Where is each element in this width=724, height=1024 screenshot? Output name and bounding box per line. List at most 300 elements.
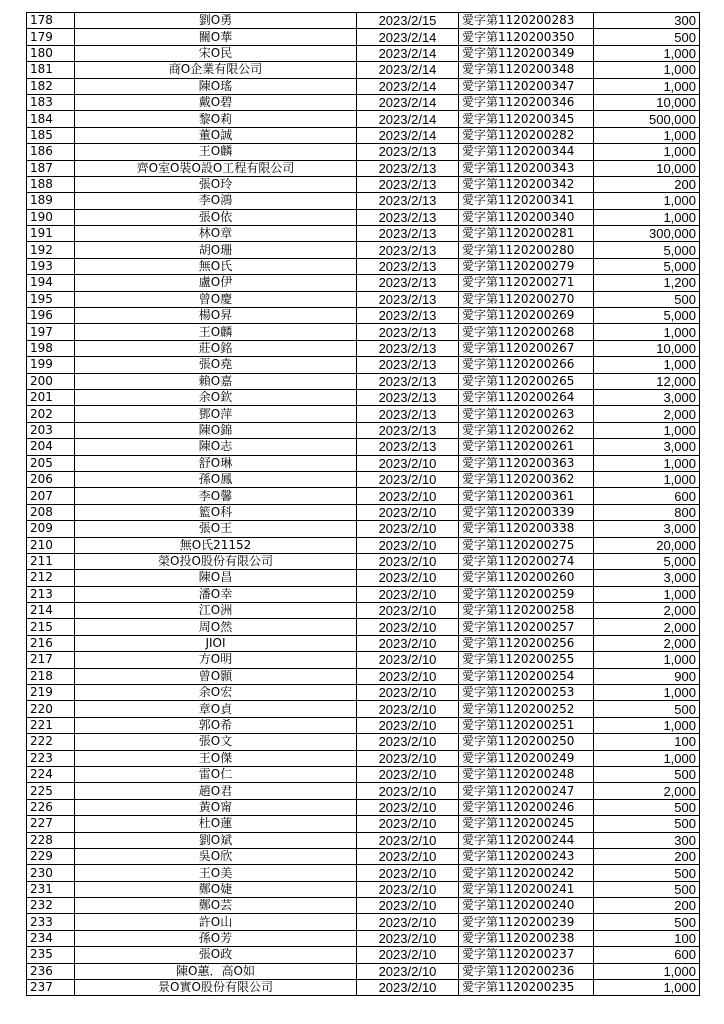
- receipt-number-cell: 愛字第1120200271: [459, 275, 594, 291]
- donor-name-cell: 郭O希: [75, 717, 357, 733]
- donation-date-cell: 2023/2/13: [357, 357, 459, 373]
- donor-name-cell: 余O欽: [75, 389, 357, 405]
- table-row: [27, 619, 700, 635]
- donor-name-cell: 吳O欣: [75, 848, 357, 864]
- row-number-cell: 205: [27, 455, 75, 471]
- table-row: [27, 848, 700, 864]
- donation-amount-cell: 5,000: [594, 242, 700, 258]
- receipt-number-cell: 愛字第1120200282: [459, 127, 594, 143]
- row-number-cell: 222: [27, 734, 75, 750]
- donor-name-cell: 楊O昇: [75, 308, 357, 324]
- donor-name-cell: 王O美: [75, 865, 357, 881]
- receipt-number-cell: 愛字第1120200347: [459, 78, 594, 94]
- donor-name-cell: 莊O銘: [75, 340, 357, 356]
- table-row: [27, 603, 700, 619]
- row-number-cell: 233: [27, 914, 75, 930]
- donor-name-cell: 劉O勇: [75, 13, 357, 29]
- row-number-cell: 180: [27, 45, 75, 61]
- donation-date-cell: 2023/2/10: [357, 471, 459, 487]
- donation-date-cell: 2023/2/13: [357, 209, 459, 225]
- table-row: [27, 94, 700, 110]
- row-number-cell: 221: [27, 717, 75, 733]
- row-number-cell: 191: [27, 226, 75, 242]
- receipt-number-cell: 愛字第1120200279: [459, 258, 594, 274]
- donor-name-cell: 趙O君: [75, 783, 357, 799]
- donor-name-cell: 劉O斌: [75, 832, 357, 848]
- donation-date-cell: 2023/2/10: [357, 832, 459, 848]
- row-number-cell: 178: [27, 13, 75, 29]
- table-row: [27, 881, 700, 897]
- row-number-cell: 185: [27, 127, 75, 143]
- donation-amount-cell: 1,000: [594, 963, 700, 979]
- receipt-number-cell: 愛字第1120200264: [459, 389, 594, 405]
- table-row: [27, 144, 700, 160]
- donation-amount-cell: 500: [594, 914, 700, 930]
- donor-name-cell: 鄭O婕: [75, 881, 357, 897]
- receipt-number-cell: 愛字第1120200265: [459, 373, 594, 389]
- donation-date-cell: 2023/2/13: [357, 422, 459, 438]
- donation-amount-cell: 3,000: [594, 521, 700, 537]
- receipt-number-cell: 愛字第1120200342: [459, 176, 594, 192]
- donation-date-cell: 2023/2/10: [357, 635, 459, 651]
- receipt-number-cell: 愛字第1120200249: [459, 750, 594, 766]
- donation-amount-cell: 500: [594, 29, 700, 45]
- donor-name-cell: 黃O甯: [75, 799, 357, 815]
- receipt-number-cell: 愛字第1120200259: [459, 586, 594, 602]
- row-number-cell: 232: [27, 898, 75, 914]
- ledger-body: [27, 13, 700, 996]
- donation-date-cell: 2023/2/10: [357, 816, 459, 832]
- row-number-cell: 223: [27, 750, 75, 766]
- donor-name-cell: 周O然: [75, 619, 357, 635]
- donation-date-cell: 2023/2/13: [357, 144, 459, 160]
- donation-date-cell: 2023/2/10: [357, 766, 459, 782]
- donor-name-cell: 盧O伊: [75, 275, 357, 291]
- table-row: [27, 766, 700, 782]
- table-row: [27, 422, 700, 438]
- donation-amount-cell: 200: [594, 176, 700, 192]
- row-number-cell: 182: [27, 78, 75, 94]
- row-number-cell: 237: [27, 980, 75, 996]
- donor-name-cell: 王O麟: [75, 144, 357, 160]
- donation-date-cell: 2023/2/10: [357, 848, 459, 864]
- table-row: [27, 45, 700, 61]
- receipt-number-cell: 愛字第1120200269: [459, 308, 594, 324]
- donor-name-cell: 張O堯: [75, 357, 357, 373]
- donor-name-cell: 榮O投O股份有限公司: [75, 553, 357, 569]
- donation-date-cell: 2023/2/10: [357, 734, 459, 750]
- receipt-number-cell: 愛字第1120200244: [459, 832, 594, 848]
- row-number-cell: 235: [27, 947, 75, 963]
- table-row: [27, 652, 700, 668]
- receipt-number-cell: 愛字第1120200242: [459, 865, 594, 881]
- donation-date-cell: 2023/2/10: [357, 652, 459, 668]
- donor-name-cell: 方O明: [75, 652, 357, 668]
- donation-date-cell: 2023/2/10: [357, 553, 459, 569]
- row-number-cell: 212: [27, 570, 75, 586]
- donation-date-cell: 2023/2/13: [357, 176, 459, 192]
- receipt-number-cell: 愛字第1120200262: [459, 422, 594, 438]
- table-row: [27, 291, 700, 307]
- donation-date-cell: 2023/2/10: [357, 783, 459, 799]
- table-row: [27, 258, 700, 274]
- receipt-number-cell: 愛字第1120200280: [459, 242, 594, 258]
- table-row: [27, 471, 700, 487]
- donation-date-cell: 2023/2/10: [357, 701, 459, 717]
- donor-name-cell: 陳O志: [75, 439, 357, 455]
- donation-amount-cell: 3,000: [594, 389, 700, 405]
- table-row: [27, 635, 700, 651]
- receipt-number-cell: 愛字第1120200263: [459, 406, 594, 422]
- row-number-cell: 217: [27, 652, 75, 668]
- table-row: [27, 783, 700, 799]
- receipt-number-cell: 愛字第1120200281: [459, 226, 594, 242]
- donation-date-cell: 2023/2/13: [357, 275, 459, 291]
- table-row: [27, 668, 700, 684]
- row-number-cell: 207: [27, 488, 75, 504]
- row-number-cell: 184: [27, 111, 75, 127]
- donation-date-cell: 2023/2/13: [357, 439, 459, 455]
- donation-ledger-table: [26, 12, 700, 996]
- donor-name-cell: 杜O蓮: [75, 816, 357, 832]
- donation-date-cell: 2023/2/10: [357, 881, 459, 897]
- donation-amount-cell: 1,000: [594, 357, 700, 373]
- donation-date-cell: 2023/2/13: [357, 406, 459, 422]
- receipt-number-cell: 愛字第1120200245: [459, 816, 594, 832]
- donation-amount-cell: 100: [594, 930, 700, 946]
- table-row: [27, 750, 700, 766]
- receipt-number-cell: 愛字第1120200268: [459, 324, 594, 340]
- table-row: [27, 127, 700, 143]
- receipt-number-cell: 愛字第1120200344: [459, 144, 594, 160]
- row-number-cell: 206: [27, 471, 75, 487]
- donor-name-cell: 雷O仁: [75, 766, 357, 782]
- table-row: [27, 209, 700, 225]
- donation-date-cell: 2023/2/15: [357, 13, 459, 29]
- table-row: [27, 324, 700, 340]
- table-row: [27, 406, 700, 422]
- receipt-number-cell: 愛字第1120200267: [459, 340, 594, 356]
- donation-date-cell: 2023/2/10: [357, 586, 459, 602]
- donor-name-cell: 籃O科: [75, 504, 357, 520]
- donor-name-cell: 李O馨: [75, 488, 357, 504]
- receipt-number-cell: 愛字第1120200257: [459, 619, 594, 635]
- row-number-cell: 211: [27, 553, 75, 569]
- table-row: [27, 717, 700, 733]
- donation-amount-cell: 500: [594, 701, 700, 717]
- donation-date-cell: 2023/2/13: [357, 324, 459, 340]
- donation-date-cell: 2023/2/10: [357, 521, 459, 537]
- donor-name-cell: 章O貞: [75, 701, 357, 717]
- receipt-number-cell: 愛字第1120200247: [459, 783, 594, 799]
- receipt-number-cell: 愛字第1120200274: [459, 553, 594, 569]
- donor-name-cell: 孫O鳳: [75, 471, 357, 487]
- row-number-cell: 214: [27, 603, 75, 619]
- donor-name-cell: 王O麟: [75, 324, 357, 340]
- row-number-cell: 195: [27, 291, 75, 307]
- donor-name-cell: 張O依: [75, 209, 357, 225]
- table-row: [27, 553, 700, 569]
- donation-date-cell: 2023/2/13: [357, 373, 459, 389]
- donation-date-cell: 2023/2/10: [357, 570, 459, 586]
- donation-amount-cell: 1,000: [594, 586, 700, 602]
- row-number-cell: 209: [27, 521, 75, 537]
- row-number-cell: 229: [27, 848, 75, 864]
- donor-name-cell: 舒O琳: [75, 455, 357, 471]
- donation-date-cell: 2023/2/10: [357, 455, 459, 471]
- donor-name-cell: 陳O蕙．高O如: [75, 963, 357, 979]
- receipt-number-cell: 愛字第1120200258: [459, 603, 594, 619]
- donation-amount-cell: 3,000: [594, 570, 700, 586]
- table-row: [27, 898, 700, 914]
- donation-amount-cell: 2,000: [594, 783, 700, 799]
- receipt-number-cell: 愛字第1120200255: [459, 652, 594, 668]
- donor-name-cell: 陳O瑤: [75, 78, 357, 94]
- row-number-cell: 215: [27, 619, 75, 635]
- donor-name-cell: 無O氏21152: [75, 537, 357, 553]
- table-row: [27, 160, 700, 176]
- donation-date-cell: 2023/2/10: [357, 603, 459, 619]
- row-number-cell: 189: [27, 193, 75, 209]
- donor-name-cell: 齊O室O裝O設O工程有限公司: [75, 160, 357, 176]
- table-row: [27, 980, 700, 996]
- receipt-number-cell: 愛字第1120200343: [459, 160, 594, 176]
- donation-amount-cell: 200: [594, 848, 700, 864]
- donation-amount-cell: 100: [594, 734, 700, 750]
- donation-amount-cell: 2,000: [594, 635, 700, 651]
- table-row: [27, 865, 700, 881]
- donation-date-cell: 2023/2/14: [357, 78, 459, 94]
- donor-name-cell: 賴O嘉: [75, 373, 357, 389]
- row-number-cell: 188: [27, 176, 75, 192]
- receipt-number-cell: 愛字第1120200363: [459, 455, 594, 471]
- receipt-number-cell: 愛字第1120200283: [459, 13, 594, 29]
- donation-amount-cell: 1,000: [594, 62, 700, 78]
- table-row: [27, 963, 700, 979]
- donor-name-cell: 胡O珊: [75, 242, 357, 258]
- donation-date-cell: 2023/2/13: [357, 242, 459, 258]
- donation-amount-cell: 10,000: [594, 340, 700, 356]
- donor-name-cell: 關O華: [75, 29, 357, 45]
- table-row: [27, 701, 700, 717]
- donation-amount-cell: 1,000: [594, 717, 700, 733]
- receipt-number-cell: 愛字第1120200243: [459, 848, 594, 864]
- row-number-cell: 226: [27, 799, 75, 815]
- donor-name-cell: 林O章: [75, 226, 357, 242]
- receipt-number-cell: 愛字第1120200239: [459, 914, 594, 930]
- row-number-cell: 201: [27, 389, 75, 405]
- row-number-cell: 204: [27, 439, 75, 455]
- donation-date-cell: 2023/2/13: [357, 340, 459, 356]
- donation-amount-cell: 1,000: [594, 685, 700, 701]
- donor-name-cell: 黎O莉: [75, 111, 357, 127]
- donation-amount-cell: 3,000: [594, 439, 700, 455]
- row-number-cell: 196: [27, 308, 75, 324]
- receipt-number-cell: 愛字第1120200236: [459, 963, 594, 979]
- donation-date-cell: 2023/2/10: [357, 685, 459, 701]
- row-number-cell: 227: [27, 816, 75, 832]
- row-number-cell: 230: [27, 865, 75, 881]
- row-number-cell: 234: [27, 930, 75, 946]
- table-row: [27, 226, 700, 242]
- table-row: [27, 455, 700, 471]
- donor-name-cell: JIOI: [75, 635, 357, 651]
- donation-amount-cell: 10,000: [594, 160, 700, 176]
- receipt-number-cell: 愛字第1120200240: [459, 898, 594, 914]
- row-number-cell: 236: [27, 963, 75, 979]
- row-number-cell: 183: [27, 94, 75, 110]
- donation-date-cell: 2023/2/10: [357, 930, 459, 946]
- donation-amount-cell: 5,000: [594, 553, 700, 569]
- receipt-number-cell: 愛字第1120200346: [459, 94, 594, 110]
- table-row: [27, 78, 700, 94]
- row-number-cell: 199: [27, 357, 75, 373]
- donation-date-cell: 2023/2/10: [357, 947, 459, 963]
- donation-date-cell: 2023/2/14: [357, 62, 459, 78]
- donation-date-cell: 2023/2/13: [357, 226, 459, 242]
- receipt-number-cell: 愛字第1120200348: [459, 62, 594, 78]
- donor-name-cell: 孫O芳: [75, 930, 357, 946]
- receipt-number-cell: 愛字第1120200248: [459, 766, 594, 782]
- donation-date-cell: 2023/2/13: [357, 258, 459, 274]
- receipt-number-cell: 愛字第1120200238: [459, 930, 594, 946]
- donation-amount-cell: 1,200: [594, 275, 700, 291]
- donor-name-cell: 李O鴻: [75, 193, 357, 209]
- donation-amount-cell: 1,000: [594, 45, 700, 61]
- donation-amount-cell: 1,000: [594, 455, 700, 471]
- donation-amount-cell: 2,000: [594, 406, 700, 422]
- receipt-number-cell: 愛字第1120200340: [459, 209, 594, 225]
- donation-amount-cell: 12,000: [594, 373, 700, 389]
- donor-name-cell: 曾O顥: [75, 668, 357, 684]
- row-number-cell: 219: [27, 685, 75, 701]
- donation-amount-cell: 600: [594, 488, 700, 504]
- row-number-cell: 187: [27, 160, 75, 176]
- receipt-number-cell: 愛字第1120200254: [459, 668, 594, 684]
- donor-name-cell: 張O文: [75, 734, 357, 750]
- donation-date-cell: 2023/2/13: [357, 308, 459, 324]
- table-row: [27, 586, 700, 602]
- row-number-cell: 190: [27, 209, 75, 225]
- table-row: [27, 62, 700, 78]
- donor-name-cell: 陳O錦: [75, 422, 357, 438]
- donor-name-cell: 張O政: [75, 947, 357, 963]
- receipt-number-cell: 愛字第1120200338: [459, 521, 594, 537]
- donation-amount-cell: 2,000: [594, 619, 700, 635]
- donation-date-cell: 2023/2/14: [357, 111, 459, 127]
- donation-amount-cell: 10,000: [594, 94, 700, 110]
- table-row: [27, 308, 700, 324]
- row-number-cell: 208: [27, 504, 75, 520]
- donation-amount-cell: 20,000: [594, 537, 700, 553]
- receipt-number-cell: 愛字第1120200241: [459, 881, 594, 897]
- row-number-cell: 192: [27, 242, 75, 258]
- receipt-number-cell: 愛字第1120200350: [459, 29, 594, 45]
- row-number-cell: 194: [27, 275, 75, 291]
- donor-name-cell: 陳O昌: [75, 570, 357, 586]
- row-number-cell: 224: [27, 766, 75, 782]
- table-row: [27, 13, 700, 29]
- donation-amount-cell: 300,000: [594, 226, 700, 242]
- table-row: [27, 832, 700, 848]
- donation-amount-cell: 300: [594, 832, 700, 848]
- row-number-cell: 202: [27, 406, 75, 422]
- table-row: [27, 734, 700, 750]
- table-row: [27, 176, 700, 192]
- receipt-number-cell: 愛字第1120200270: [459, 291, 594, 307]
- donation-date-cell: 2023/2/10: [357, 537, 459, 553]
- table-row: [27, 947, 700, 963]
- receipt-number-cell: 愛字第1120200341: [459, 193, 594, 209]
- receipt-number-cell: 愛字第1120200275: [459, 537, 594, 553]
- table-row: [27, 570, 700, 586]
- donation-date-cell: 2023/2/10: [357, 914, 459, 930]
- row-number-cell: 216: [27, 635, 75, 651]
- donation-date-cell: 2023/2/10: [357, 963, 459, 979]
- donation-amount-cell: 1,000: [594, 144, 700, 160]
- table-row: [27, 914, 700, 930]
- donation-date-cell: 2023/2/13: [357, 160, 459, 176]
- receipt-number-cell: 愛字第1120200256: [459, 635, 594, 651]
- receipt-number-cell: 愛字第1120200237: [459, 947, 594, 963]
- donation-amount-cell: 500,000: [594, 111, 700, 127]
- donation-amount-cell: 500: [594, 766, 700, 782]
- donor-name-cell: 江O洲: [75, 603, 357, 619]
- donor-name-cell: 董O誠: [75, 127, 357, 143]
- table-row: [27, 389, 700, 405]
- receipt-number-cell: 愛字第1120200349: [459, 45, 594, 61]
- donor-name-cell: 余O宏: [75, 685, 357, 701]
- row-number-cell: 228: [27, 832, 75, 848]
- donation-amount-cell: 1,000: [594, 78, 700, 94]
- receipt-number-cell: 愛字第1120200235: [459, 980, 594, 996]
- donor-name-cell: 張O王: [75, 521, 357, 537]
- receipt-number-cell: 愛字第1120200339: [459, 504, 594, 520]
- donation-amount-cell: 1,000: [594, 980, 700, 996]
- table-row: [27, 799, 700, 815]
- receipt-number-cell: 愛字第1120200253: [459, 685, 594, 701]
- donation-amount-cell: 5,000: [594, 258, 700, 274]
- donation-date-cell: 2023/2/10: [357, 898, 459, 914]
- donor-name-cell: 王O傑: [75, 750, 357, 766]
- donation-amount-cell: 1,000: [594, 209, 700, 225]
- table-row: [27, 537, 700, 553]
- donation-amount-cell: 600: [594, 947, 700, 963]
- table-row: [27, 685, 700, 701]
- donation-amount-cell: 200: [594, 898, 700, 914]
- donation-amount-cell: 500: [594, 881, 700, 897]
- table-row: [27, 373, 700, 389]
- receipt-number-cell: 愛字第1120200250: [459, 734, 594, 750]
- donor-name-cell: 商O企業有限公司: [75, 62, 357, 78]
- donation-amount-cell: 1,000: [594, 193, 700, 209]
- table-row: [27, 340, 700, 356]
- table-row: [27, 357, 700, 373]
- donation-date-cell: 2023/2/10: [357, 619, 459, 635]
- table-row: [27, 504, 700, 520]
- donation-date-cell: 2023/2/14: [357, 45, 459, 61]
- receipt-number-cell: 愛字第1120200361: [459, 488, 594, 504]
- table-row: [27, 930, 700, 946]
- row-number-cell: 203: [27, 422, 75, 438]
- donation-amount-cell: 1,000: [594, 652, 700, 668]
- donor-name-cell: 宋O民: [75, 45, 357, 61]
- row-number-cell: 181: [27, 62, 75, 78]
- receipt-number-cell: 愛字第1120200266: [459, 357, 594, 373]
- donor-name-cell: 戴O碧: [75, 94, 357, 110]
- row-number-cell: 200: [27, 373, 75, 389]
- donation-amount-cell: 1,000: [594, 750, 700, 766]
